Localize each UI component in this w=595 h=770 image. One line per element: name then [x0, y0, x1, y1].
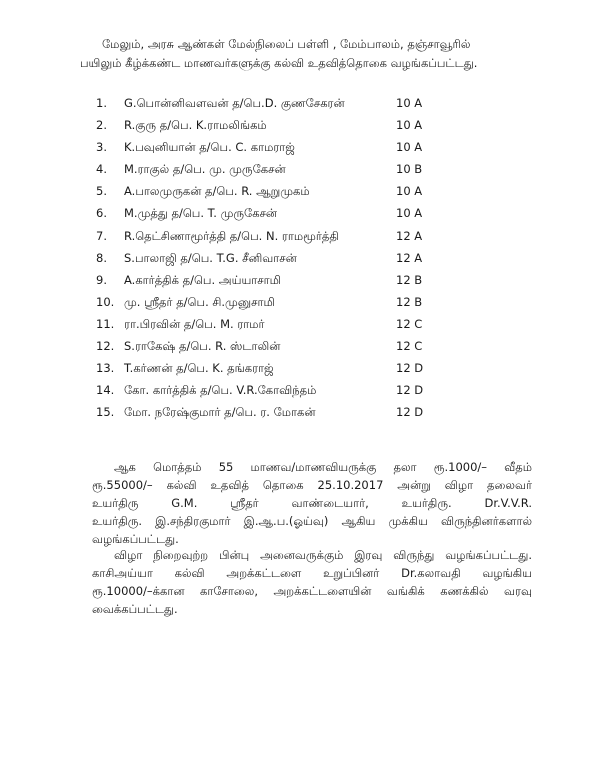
student-row	[96, 247, 516, 269]
student-number: 10.	[96, 294, 115, 309]
student-row	[96, 291, 516, 313]
award-line-5: வழங்கப்பட்டது.	[92, 532, 179, 546]
student-class: 12 C	[396, 316, 423, 331]
student-row	[96, 92, 516, 114]
student-class: 12 A	[396, 228, 423, 243]
student-row	[96, 379, 516, 401]
award-line-2: ரூ.55000/– கல்வி உதவித் தொகை 25.10.2017 அன்று விழா தலைவர்	[92, 478, 532, 492]
student-class: 12 B	[396, 272, 423, 287]
student-class: 10 A	[396, 118, 423, 133]
student-number: 4.	[96, 162, 107, 177]
closing-line-1: விழா நிறைவுற்ற பின்பு அனைவருக்கும் இரவு விருந்து வழங்கப்பட்டது.	[114, 548, 532, 562]
student-row	[96, 357, 516, 379]
closing-line-3: ரூ.10000/–க்கான காசோலை, அறக்கட்டளையின் வங்கிக் கணக்கில் வரவு	[92, 584, 532, 598]
student-name: S.ராகேஷ் த/பெ. R. ஸ்டாலின்	[124, 339, 281, 354]
student-number: 11.	[96, 316, 115, 331]
student-name: G.பொன்னிவளவன் த/பெ.D. குணசேகரன்	[124, 96, 345, 110]
student-name: M.ராகுல் த/பெ. மு. முருகேசன்	[124, 162, 286, 177]
student-name: மோ. நரேஷ்குமார் த/பெ. ர. மோகன்	[124, 405, 316, 420]
student-number: 1.	[96, 96, 107, 110]
student-number: 8.	[96, 250, 107, 265]
student-row	[96, 225, 516, 247]
student-name: S.பாலாஜி த/பெ. T.G. சீனிவாசன்	[124, 250, 297, 265]
student-row	[96, 180, 516, 202]
student-number: 7.	[96, 228, 107, 243]
student-name: T.கர்ணன் த/பெ. K. தங்கராஜ்	[124, 361, 274, 376]
student-row	[96, 335, 516, 357]
student-name: ரா.பிரவின் த/பெ. M. ராமர்	[124, 316, 265, 331]
student-row	[96, 158, 516, 180]
student-name: A.கார்த்திக் த/பெ. அய்யாசாமி	[124, 272, 282, 287]
student-row	[96, 136, 516, 158]
student-class: 10 A	[396, 140, 423, 155]
student-name: R.குரு த/பெ. K.ராமலிங்கம்	[124, 118, 267, 133]
student-row	[96, 114, 516, 136]
student-number: 12.	[96, 339, 115, 354]
student-class: 10 A	[396, 184, 423, 199]
student-name: கோ. கார்த்திக் த/பெ. V.R.கோவிந்தம்	[124, 383, 317, 398]
student-number: 6.	[96, 206, 107, 221]
student-number: 15.	[96, 405, 115, 420]
student-name: மு. ஸ்ரீதர் த/பெ. சி.முனுசாமி	[124, 294, 275, 309]
student-name: R.தெட்சிணாமூர்த்தி த/பெ. N. ராமமூர்த்தி	[124, 228, 339, 243]
student-class: 12 D	[396, 383, 424, 398]
intro-paragraph	[80, 35, 530, 73]
student-list	[96, 92, 516, 423]
student-number: 5.	[96, 184, 107, 199]
student-class: 12 C	[396, 339, 423, 354]
student-number: 2.	[96, 118, 107, 133]
intro-line-1: மேலும், அரசு ஆண்கள் மேல்நிலைப் பள்ளி , மேம்பாலம், தஞ்சாவூரில்	[102, 37, 471, 51]
award-paragraph	[92, 458, 532, 548]
student-name: M.முத்து த/பெ. T. முருகேசன்	[124, 206, 278, 221]
student-number: 3.	[96, 140, 107, 155]
student-number: 9.	[96, 272, 107, 287]
student-class: 10 A	[396, 96, 423, 110]
student-number: 13.	[96, 361, 115, 376]
closing-line-2: காசிஅய்யா கல்வி அறக்கட்டளை உறுப்பினர் Dr.கலாவதி வழங்கிய	[92, 566, 532, 580]
student-row	[96, 269, 516, 291]
student-class: 12 D	[396, 361, 424, 376]
award-line-4: உயர்திரு. இ.சந்திரகுமார் இ.ஆ.ப.(ஓய்வு) ஆகிய முக்கிய விருந்தினர்களால்	[92, 514, 532, 528]
student-class: 10 B	[396, 162, 423, 177]
closing-line-4: வைக்கப்பட்டது.	[92, 602, 178, 616]
student-number: 14.	[96, 383, 115, 398]
intro-line-2: பயிலும் கீழ்க்கண்ட மாணவர்களுக்கு கல்வி உதவித்தொகை வழங்கப்பட்டது.	[80, 56, 478, 70]
student-name: K.பவுனியான் த/பெ. C. காமராஜ்	[124, 140, 295, 155]
student-class: 10 A	[396, 206, 423, 221]
award-line-1: ஆக மொத்தம் 55 மாணவ/மாணவியருக்கு தலா ரூ.1000/– வீதம்	[114, 460, 532, 474]
student-row	[96, 313, 516, 335]
award-line-3: உயர்திரு G.M. ஸ்ரீதர் வாண்டையார், உயர்திரு. Dr.V.V.R.	[92, 496, 532, 510]
student-class: 12 A	[396, 250, 423, 265]
student-row	[96, 202, 516, 224]
student-class: 12 D	[396, 405, 424, 420]
student-row	[96, 401, 516, 423]
closing-paragraph	[92, 546, 532, 618]
student-name: A.பாலமுருகன் த/பெ. R. ஆறுமுகம்	[124, 184, 310, 199]
student-class: 12 B	[396, 294, 423, 309]
